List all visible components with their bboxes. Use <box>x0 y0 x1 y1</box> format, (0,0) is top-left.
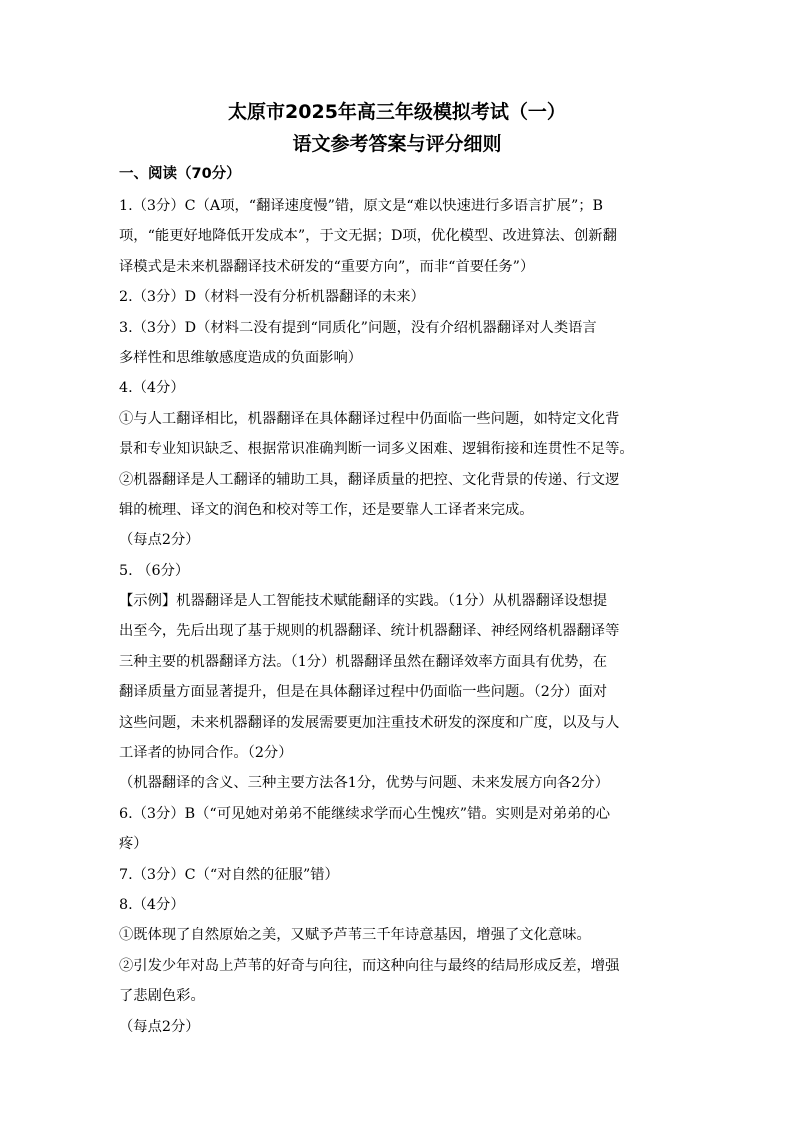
text-line: （机器翻译的含义、三种主要方法各1分，优势与问题、未来发展方向各2分） <box>119 775 609 792</box>
text-line: 8.（4分） <box>119 896 185 913</box>
text-line: ②机器翻译是人工翻译的辅助工具，翻译质量的把控、文化背景的传递、行文逻 <box>119 471 620 488</box>
text-line: 这些问题，未来机器翻译的发展需要更加注重技术研发的深度和广度，以及与人 <box>119 714 620 731</box>
text-line: 辑的梳理、译文的润色和校对等工作，还是要靠人工译者来完成。 <box>119 501 534 518</box>
text-line: 【示例】机器翻译是人工智能技术赋能翻译的实践。（1分）从机器翻译设想提 <box>119 593 608 610</box>
text-line: ①与人工翻译相比，机器翻译在具体翻译过程中仍面临一些问题，如特定文化背 <box>119 410 620 427</box>
answer-body <box>119 191 681 1042</box>
text-line: 5. （6分） <box>119 562 190 579</box>
section-heading: 一、阅读（70分） <box>119 166 241 182</box>
document-subtitle: 语文参考答案与评分细则 <box>292 133 502 155</box>
text-line: 翻译质量方面显著提升，但是在具体翻译过程中仍面临一些问题。（2分）面对 <box>119 684 608 701</box>
text-line: （每点2分） <box>119 1018 200 1035</box>
text-line: 工译者的协同合作。（2分） <box>119 745 293 762</box>
text-line: 三种主要的机器翻译方法。（1分）机器翻译虽然在翻译效率方面具有优势，在 <box>119 653 608 670</box>
text-line: （每点2分） <box>119 532 200 549</box>
text-line: 6.（3分）B（“可见她对弟弟不能继续求学而心生愧疚”错。实则是对弟弟的心 <box>119 805 611 822</box>
text-line: 7.（3分）C（“对自然的征服”错） <box>119 866 339 883</box>
text-line: 3.（3分）D（材料二没有提到“同质化”问题，没有介绍机器翻译对人类语言 <box>119 319 597 336</box>
text-line: 4.（4分） <box>119 380 185 397</box>
text-line: ①既体现了自然原始之美，又赋予芦苇三千年诗意基因，增强了文化意味。 <box>119 927 591 944</box>
text-line: 疼） <box>119 836 148 853</box>
text-line: 1.（3分）C（A项，“翻译速度慢”错，原文是“难以快速进行多语言扩展”；B <box>119 198 604 214</box>
text-line: 出至今，先后出现了基于规则的机器翻译、统计机器翻译、神经网络机器翻译等 <box>119 623 620 640</box>
text-line: 了悲剧色彩。 <box>119 988 205 1005</box>
text-line: 2.（3分）D（材料一没有分析机器翻译的未来） <box>119 289 425 306</box>
text-line: 译模式是未来机器翻译技术研发的“重要方向”，而非“首要任务”） <box>119 258 535 275</box>
text-line: ②引发少年对岛上芦苇的好奇与向往，而这种向往与最终的结局形成反差，增强 <box>119 957 620 974</box>
text-line: 多样性和思维敏感度造成的负面影响） <box>119 349 363 366</box>
document-title: 太原市2025年高三年级模拟考试（一） <box>228 101 566 123</box>
text-line: 项，“能更好地降低开发成本”，于文无据；D项，优化模型、改进算法、创新翻 <box>119 228 617 245</box>
text-line: 景和专业知识缺乏、根据常识准确判断一词多义困难、逻辑衔接和连贯性不足等。 <box>119 441 634 458</box>
